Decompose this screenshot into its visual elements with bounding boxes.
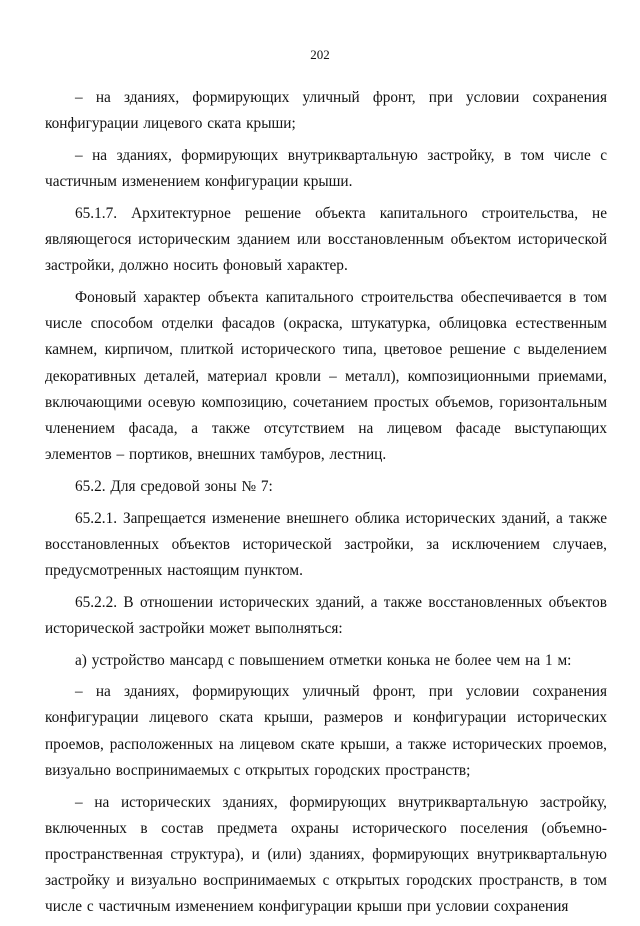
paragraph: 65.2. Для средовой зоны № 7: [75, 477, 273, 495]
paragraph: – на исторических зданиях, формирующих внутриквартальную застройку, включенных в состав предмета охраны исторического поселения (объемно-пространственная структура), и (или) зданиях, формирующих внутриквартальную застройку и визуально воспринимаемых с открытых городских пространств, в том числе с частичным изменением конфигурации крыши при условии сохранения [45, 793, 607, 916]
paragraph: Фоновый характер объекта капитального строительства обеспечивается в том числе способом отделки фасадов (окраска, штукатурка, облицовка естественным камнем, кирпичом, плиткой исторического типа, цветовое решение с выделением декоративных деталей, материал кровли – металл), композиционными приемами, включающими осевую композицию, сочетанием простых объемов, горизонтальным членением фасада, а также отсутствием на лицевом фасаде выступающих элементов – портиков, внешних тамбуров, лестниц. [45, 288, 607, 464]
paragraph: – на зданиях, формирующих внутриквартальную застройку, в том числе с частичным изменением конфигурации крыши. [45, 146, 607, 191]
paragraph: – на зданиях, формирующих уличный фронт, при условии сохранения конфигурации лицевого ската крыши; [45, 89, 607, 133]
paragraph: – на зданиях, формирующих уличный фронт, при условии сохранения конфигурации лицевого ската крыши, размеров и конфигурации исторических проемов, расположенных на лицевом скате крыши, а также исторических проемов, визуально воспринимаемых с открытых городских пространств; [45, 683, 607, 779]
paragraph: 65.2.1. Запрещается изменение внешнего облика исторических зданий, а также восстановленных объектов исторической застройки, за исключением случаев, предусмотренных настоящим пунктом. [45, 509, 607, 579]
paragraph: 65.1.7. Архитектурное решение объекта капитального строительства, не являющегося историческим зданием или восстановленным объектом исторической застройки, должно носить фоновый характер. [45, 204, 607, 275]
document-body [45, 85, 607, 926]
paragraph: 65.2.2. В отношении исторических зданий, а также восстановленных объектов исторической застройки может выполняться: [45, 593, 607, 637]
paragraph: а) устройство мансард с повышением отметки конька не более чем на 1 м: [75, 651, 572, 669]
page-number: 202 [310, 47, 330, 62]
